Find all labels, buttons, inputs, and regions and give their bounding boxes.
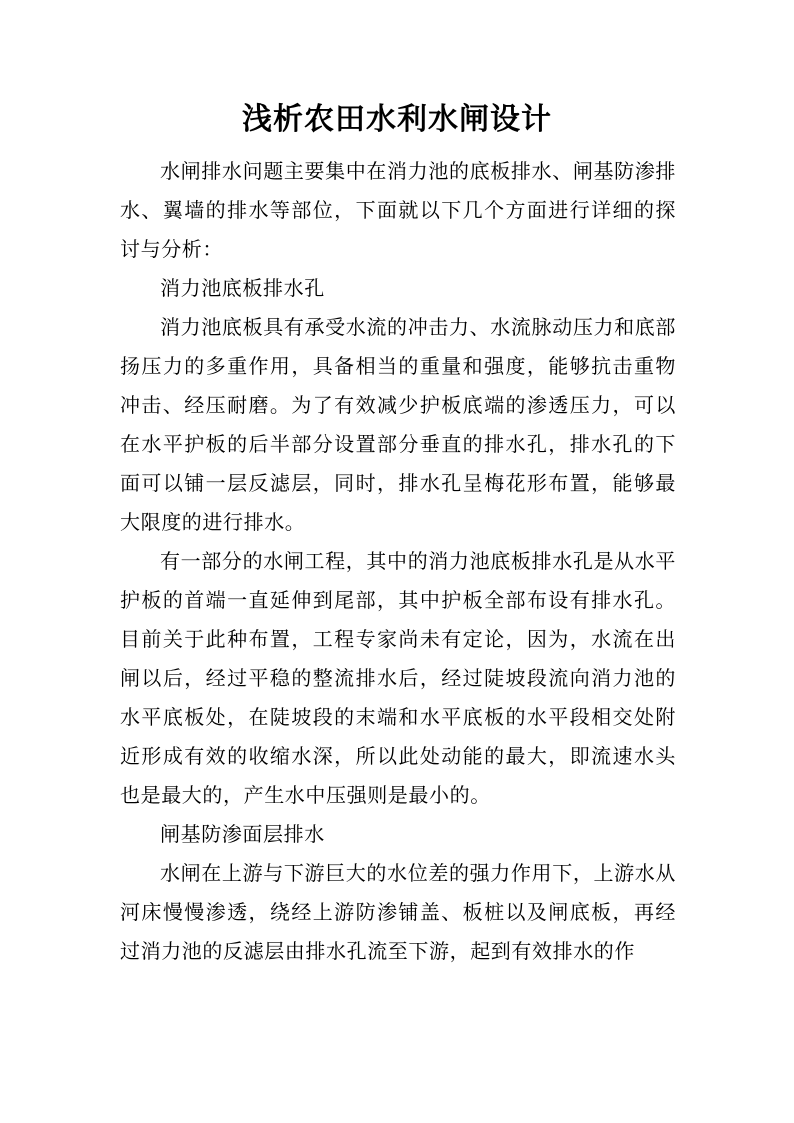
- paragraph-seepage: 水闸在上游与下游巨大的水位差的强力作用下，上游水从河床慢慢渗透，绕经上游防渗铺盖、板桩以及闸底板，再经过消力池的反滤层由排水孔流至下游，起到有效排水的作: [120, 861, 676, 963]
- document-body: [120, 152, 676, 971]
- paragraph-drain-hole-layout: 有一部分的水闸工程，其中的消力池底板排水孔是从水平护板的首端一直延伸到尾部，其中护板全部布设有排水孔。目前关于此种布置，工程专家尚未有定论，因为，水流在出闸以后，经过平稳的整流排水后，经过陡坡段流向消力池的水平底板处，在陡坡段的末端和水平底板的水平段相交处附近形成有效的收缩水深，所以此处动能的最大，即流速水头也是最大的，产生水中压强则是最小的。: [120, 549, 676, 807]
- section-heading-foundation-seepage-drainage: 闸基防渗面层排水: [160, 822, 325, 846]
- paragraph-stilling-basin-floor: 消力池底板具有承受水流的冲击力、水流脉动压力和底部扬压力的多重作用，具备相当的重量和强度，能够抗击重物冲击、经压耐磨。为了有效减少护板底端的渗透压力，可以在水平护板的后半部分设置部分垂直的排水孔，排水孔的下面可以铺一层反滤层，同时，排水孔呈梅花形布置，能够最大限度的进行排水。: [120, 315, 676, 534]
- section-heading-stilling-basin-drain-holes: 消力池底板排水孔: [160, 276, 325, 300]
- paragraph-intro: 水闸排水问题主要集中在消力池的底板排水、闸基防渗排水、翼墙的排水等部位，下面就以下几个方面进行详细的探讨与分析：: [120, 159, 676, 261]
- document-title: 浅析农田水利水闸设计: [242, 102, 552, 137]
